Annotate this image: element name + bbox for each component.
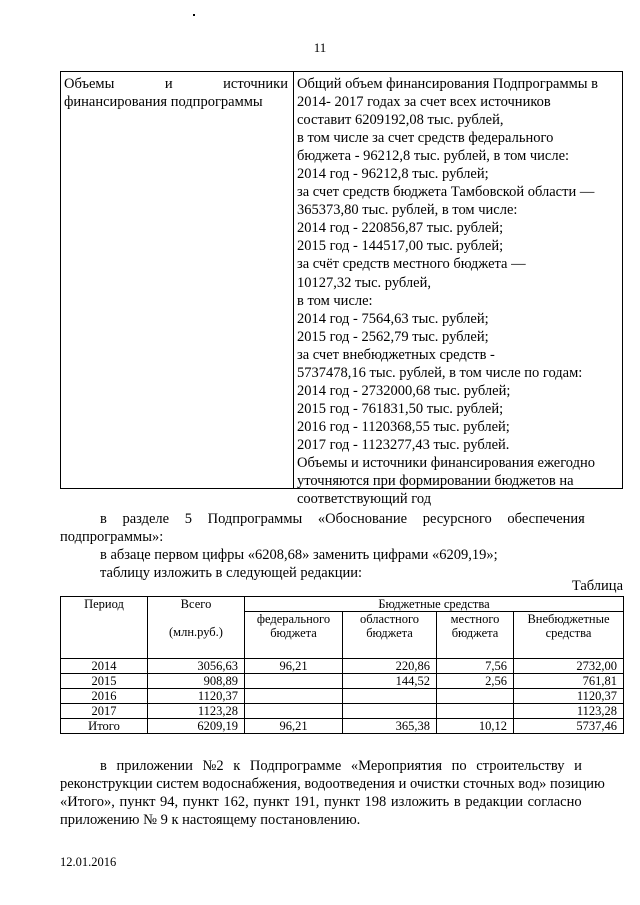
cell-extra: 1120,37 xyxy=(514,689,624,704)
paragraph-line: в приложении №2 к Подпрограмме «Мероприятия по строительству и xyxy=(100,758,582,774)
value-line: бюджета - 96212,8 тыс. рублей, в том числе: xyxy=(297,148,570,165)
table-row xyxy=(61,659,624,674)
cell-extra: 1123,28 xyxy=(514,704,624,719)
value-line: 10127,32 тыс. рублей, xyxy=(297,274,431,291)
cell-federal: 96,21 xyxy=(245,659,343,674)
value-line: уточняются при формировании бюджетов на xyxy=(297,473,574,490)
table-row-total xyxy=(61,719,624,734)
cell-federal xyxy=(245,689,343,704)
label-word: источники xyxy=(223,76,288,92)
paragraph-line: приложению № 9 к настоящему постановлению. xyxy=(60,812,361,828)
value-line: 2014 год - 2732000,68 тыс. рублей; xyxy=(297,382,511,399)
value-line: за счёт средств местного бюджета — xyxy=(297,256,526,273)
passport-table xyxy=(60,71,623,508)
value-line: 2015 год - 2562,79 тыс. рублей; xyxy=(297,328,489,345)
cell-regional: 365,38 xyxy=(343,719,437,734)
value-line xyxy=(297,75,622,93)
cell-regional xyxy=(343,704,437,719)
cell-local: 2,56 xyxy=(437,674,514,689)
value-line: 5737478,16 тыс. рублей, в том числе по годам: xyxy=(297,364,583,381)
cell-regional: 144,52 xyxy=(343,674,437,689)
cell-regional: 220,86 xyxy=(343,659,437,674)
value-line: 2015 год - 144517,00 тыс. рублей; xyxy=(297,238,504,255)
cell-federal xyxy=(245,674,343,689)
value-line-text: Общий объем финансирования Подпрограммы в xyxy=(297,76,599,92)
paragraph-line: реконструкции систем водоснабжения, водоотведения и очистки сточных вод» позицию xyxy=(60,776,605,792)
budget-table xyxy=(60,596,624,734)
header-budget-group: Бюджетные средства xyxy=(245,597,624,612)
header-local: местного бюджета xyxy=(437,612,514,659)
label-line-1 xyxy=(64,75,288,93)
paragraph-line: в абзаце первом цифры «6208,68» заменить цифрами «6209,19»; xyxy=(100,547,498,563)
header-text: Период xyxy=(84,597,124,611)
value-line: в том числе: xyxy=(297,292,373,309)
header-text: Всего xyxy=(180,597,212,611)
table-row xyxy=(61,674,624,689)
cell-total: 1120,37 xyxy=(148,689,245,704)
cell-local xyxy=(437,689,514,704)
value-line: 2016 год - 1120368,55 тыс. рублей; xyxy=(297,418,510,435)
cell-period: 2014 xyxy=(61,659,148,674)
passport-label-cell xyxy=(64,75,288,111)
value-line: составит 6209192,08 тыс. рублей, xyxy=(297,112,504,129)
cell-total: 1123,28 xyxy=(148,704,245,719)
cell-local xyxy=(437,704,514,719)
page-number: 11 xyxy=(313,40,327,55)
cell-period: 2017 xyxy=(61,704,148,719)
cell-local: 10,12 xyxy=(437,719,514,734)
value-line: за счет средств бюджета Тамбовской области — xyxy=(297,184,595,201)
header-total xyxy=(148,597,245,659)
value-line: 2014 год - 96212,8 тыс. рублей; xyxy=(297,166,489,183)
cell-regional xyxy=(343,689,437,704)
header-extra: Внебюджетные средства xyxy=(514,612,624,659)
table-row xyxy=(61,704,624,719)
table-row xyxy=(61,689,624,704)
header-regional: областного бюджета xyxy=(343,612,437,659)
cell-period: Итого xyxy=(61,719,148,734)
cell-total: 908,89 xyxy=(148,674,245,689)
cell-extra: 761,81 xyxy=(514,674,624,689)
table-caption: Таблица xyxy=(571,578,623,594)
value-line: 365373,80 тыс. рублей, в том числе: xyxy=(297,202,518,219)
value-line: соответствующий год xyxy=(297,491,432,508)
footer-date: 12.01.2016 xyxy=(60,855,117,869)
header-period xyxy=(61,597,148,659)
value-line: в том числе за счет средств федерального xyxy=(297,130,554,147)
cell-extra: 2732,00 xyxy=(514,659,624,674)
cell-total: 6209,19 xyxy=(148,719,245,734)
header-federal: федерального бюджета xyxy=(245,612,343,659)
paragraph-line: таблицу изложить в следующей редакции: xyxy=(100,565,363,581)
paragraph-line: в разделе 5 Подпрограммы «Обоснование ресурсного обеспечения xyxy=(100,511,585,527)
column-divider xyxy=(293,72,294,488)
label-line-2: финансирования подпрограммы xyxy=(64,94,263,110)
value-line: 2014 год - 7564,63 тыс. рублей; xyxy=(297,310,489,327)
section-paragraph xyxy=(60,510,623,582)
cell-federal: 96,21 xyxy=(245,719,343,734)
label-word: и xyxy=(164,76,173,92)
cell-period: 2016 xyxy=(61,689,148,704)
cell-total: 3056,63 xyxy=(148,659,245,674)
paragraph-line: подпрограммы»: xyxy=(60,529,164,545)
passport-value-cell xyxy=(297,75,622,508)
value-line: 2014 год - 220856,87 тыс. рублей; xyxy=(297,220,504,237)
cell-local: 7,56 xyxy=(437,659,514,674)
header-unit: (млн.руб.) xyxy=(169,625,223,639)
value-line: 2014- 2017 годах за счет всех источников xyxy=(297,94,551,111)
cell-federal xyxy=(245,704,343,719)
cell-period: 2015 xyxy=(61,674,148,689)
value-line: 2017 год - 1123277,43 тыс. рублей. xyxy=(297,436,510,453)
value-line: 2015 год - 761831,50 тыс. рублей; xyxy=(297,400,504,417)
paragraph-line: «Итого», пункт 94, пункт 162, пункт 191, пункт 198 изложить в редакции согласно xyxy=(60,794,582,810)
value-line: за счет внебюджетных средств - xyxy=(297,346,495,363)
appendix-paragraph xyxy=(60,757,623,829)
cell-extra: 5737,46 xyxy=(514,719,624,734)
label-word: Объемы xyxy=(64,76,115,92)
scan-speck xyxy=(193,14,195,16)
value-line: Объемы и источники финансирования ежегодно xyxy=(297,454,596,471)
